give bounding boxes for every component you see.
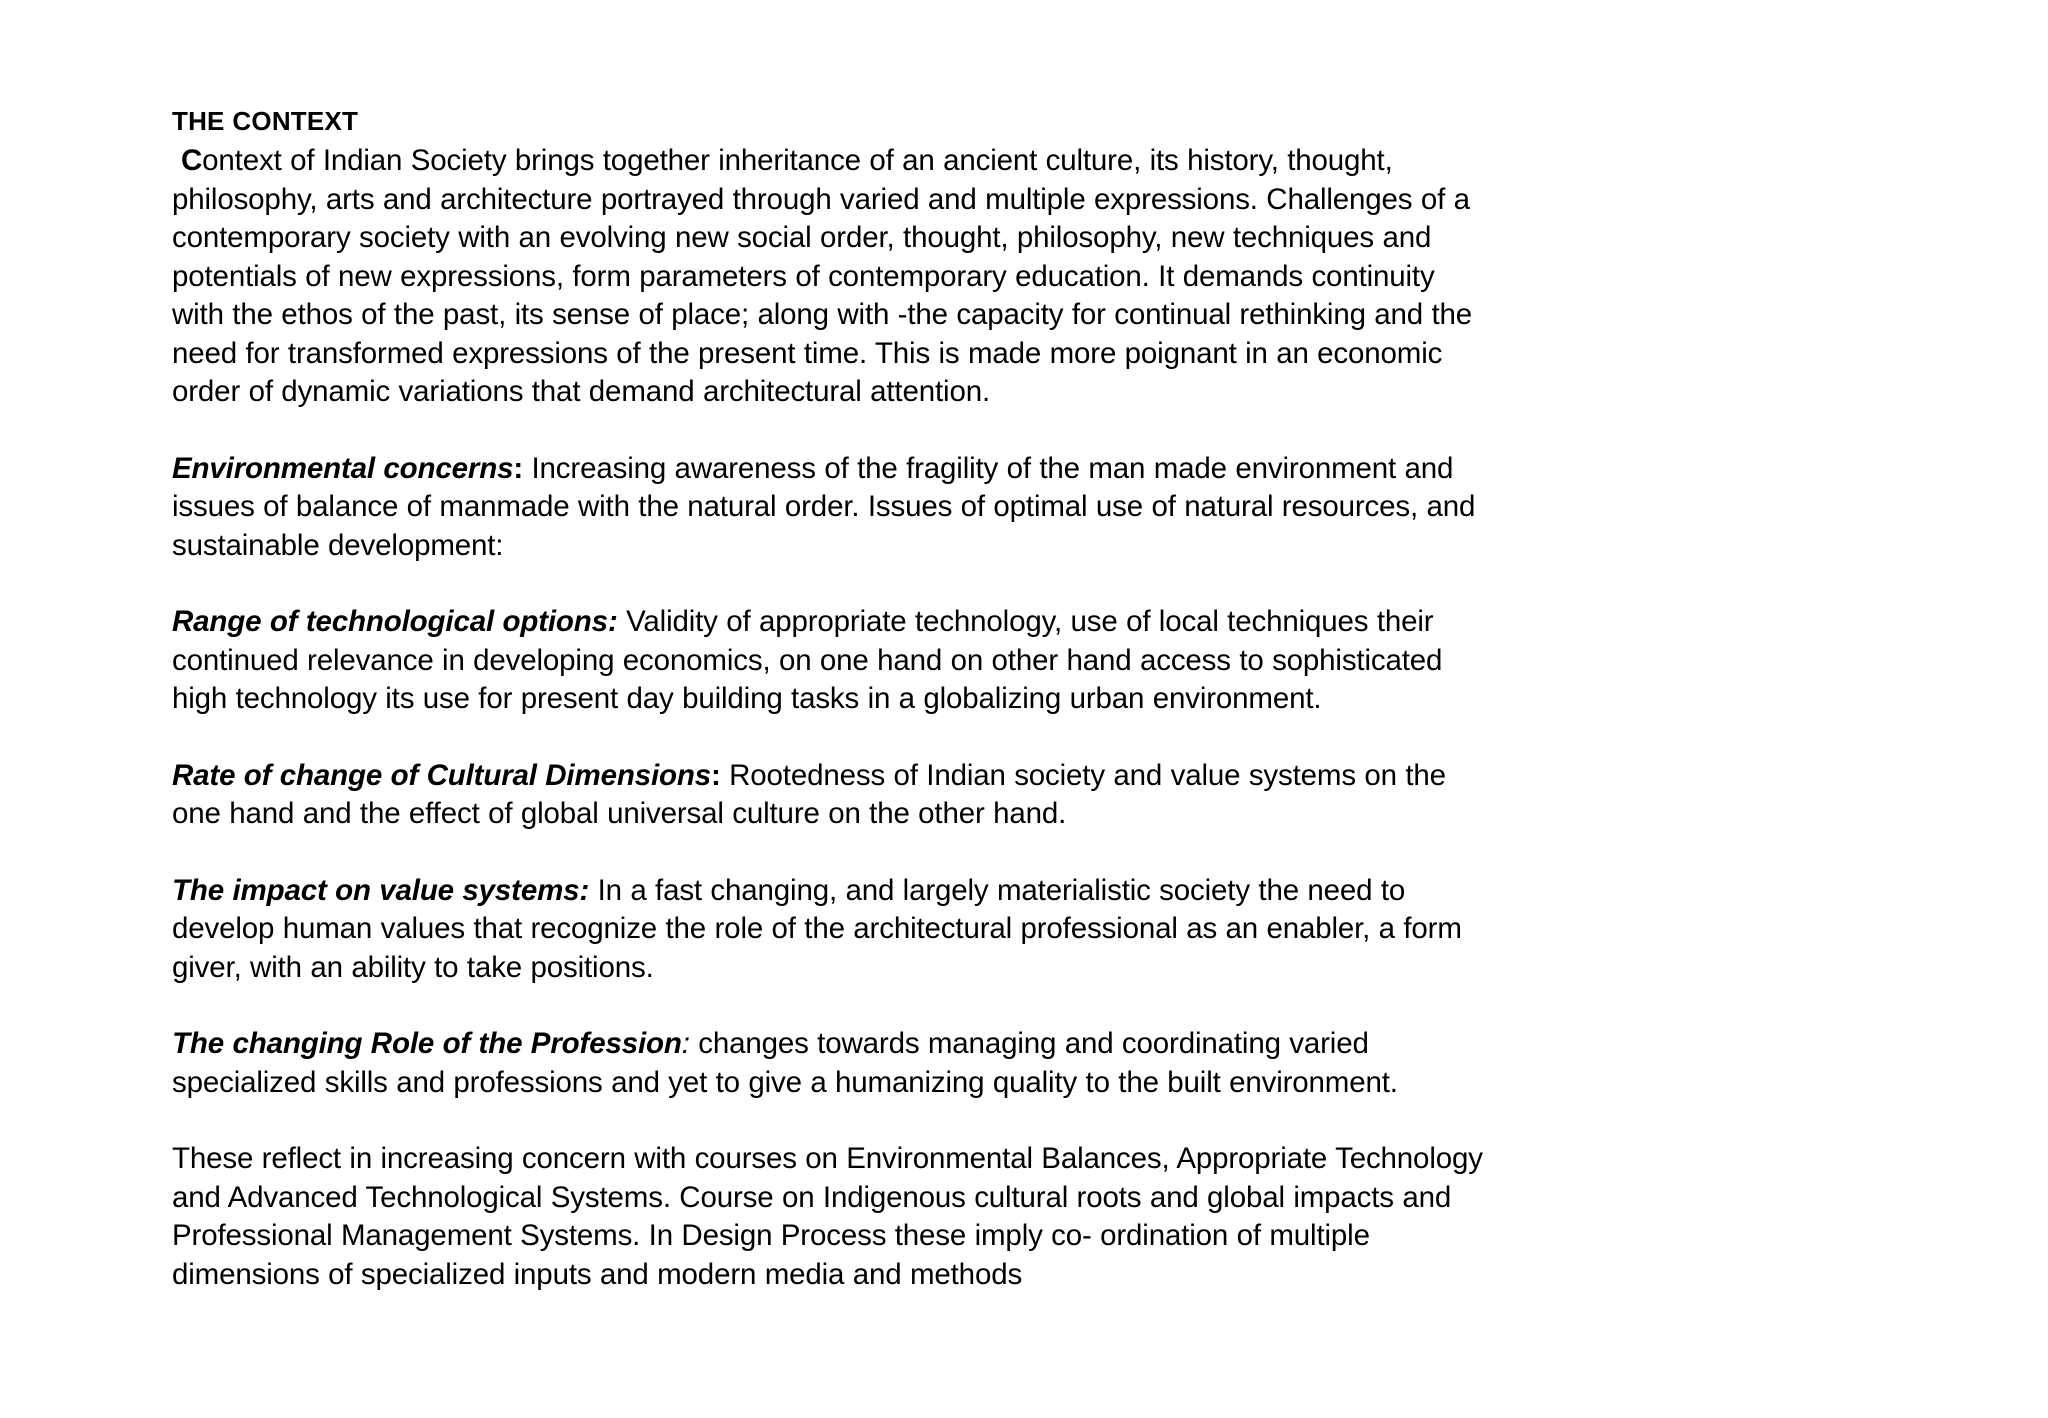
paragraph-spacer [172, 565, 1492, 603]
paragraph-impact-on-value-systems [172, 872, 1492, 988]
paragraph-text: Validity of appropriate technology, use of local techniques their continued relevance in developing economics, on one hand on other hand access to sophisticated high technology its use for present day building tasks in a globalizing urban environment. [172, 605, 1443, 715]
run-in-heading-impact-on-value-systems: The impact on value systems [172, 873, 580, 907]
run-in-heading-range-of-technological-options: Range of technological options [172, 605, 608, 638]
run-in-heading-environmental-concerns: Environmental concerns [172, 451, 514, 485]
paragraph-spacer [172, 987, 1492, 1025]
paragraph-spacer [172, 1102, 1492, 1140]
document-body [172, 104, 1492, 1294]
paragraph-spacer [172, 834, 1492, 872]
paragraph-context-intro [172, 142, 1492, 412]
paragraph-text: These reflect in increasing concern with courses on Environmental Balances, Appropriate Technology and Advanced Technological Systems. Course on Indigenous cultural roots and global impacts and Professional Management Systems. In Design Process these imply co- ordination of multiple dimensions of specialized inputs and modern media and methods [172, 1142, 1483, 1291]
run-in-heading-changing-role-of-the-profession: The changing Role of the Profession [172, 1027, 682, 1060]
paragraph-text: changes towards managing and coordinating varied specialized skills and professions and yet to give a humanizing quality to the built environment. [172, 1027, 1398, 1099]
paragraph-text: Increasing awareness of the fragility of the man made environment and issues of balance of manmade with the natural order. Issues of optimal use of natural resources, and sustainable development: [172, 451, 1476, 562]
paragraph-rate-of-change-of-cultural-dimensions [172, 757, 1492, 834]
lead-capital: C [181, 144, 203, 177]
paragraph-environmental-concerns [172, 450, 1492, 566]
paragraph-text: In a fast changing, and largely materialistic society the need to develop human values that recognize the role of the architectural professional as an enabler, a form giver, with an ability to take positions. [172, 873, 1462, 984]
paragraph-text: Rootedness of Indian society and value systems on the one hand and the effect of global universal culture on the other hand. [172, 758, 1446, 830]
paragraph-range-of-technological-options [172, 603, 1492, 719]
paragraph-spacer [172, 719, 1492, 757]
run-in-colon: : [513, 451, 524, 485]
run-in-colon: : [579, 873, 590, 907]
run-in-colon: : [711, 758, 721, 792]
paragraph-closing-summary [172, 1140, 1492, 1294]
paragraph-text: ontext of Indian Society brings together inheritance of an ancient culture, its history, thought, philosophy, arts and architecture portrayed through varied and multiple expressions. Challenges of a contemporary society with an evolving new social order, thought, philosophy, new techniques and potentials of new expressions, form parameters of contemporary education. It demands continuity with the ethos of the past, its sense of place; along with -the capacity for continual rethinking and the need for transformed expressions of the present time. This is made more poignant in an economic order of dynamic variations that demand architectural attention. [172, 144, 1473, 408]
paragraph-changing-role-of-the-profession [172, 1025, 1492, 1102]
run-in-colon: : [607, 605, 618, 638]
run-in-colon: : [681, 1027, 690, 1060]
run-in-heading-rate-of-change-of-cultural-dimensions: Rate of change of Cultural Dimensions [172, 758, 711, 792]
paragraph-spacer [172, 412, 1492, 450]
page-title: THE CONTEXT [172, 106, 359, 136]
